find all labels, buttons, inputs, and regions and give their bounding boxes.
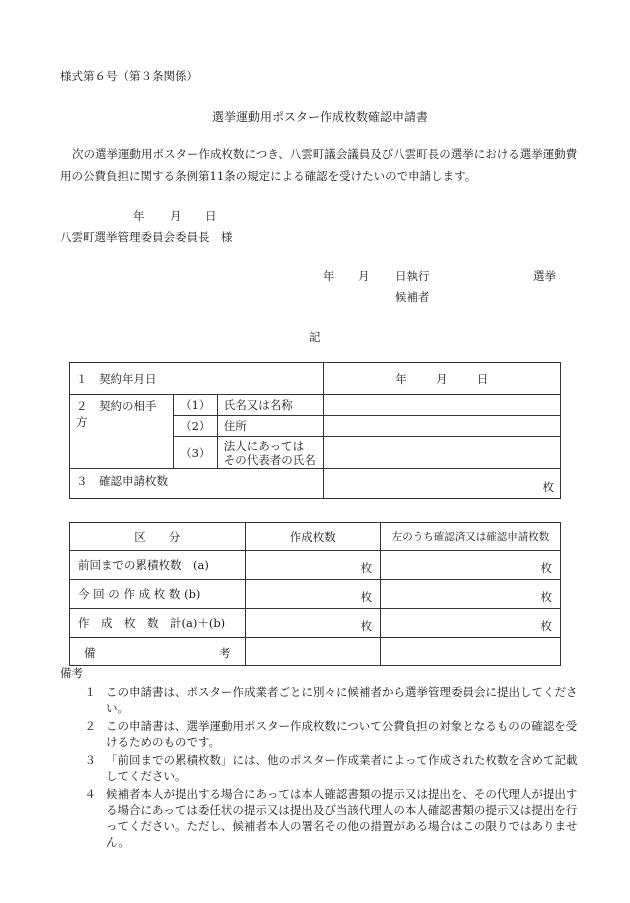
row-unit-confirmed: 枚 — [381, 551, 561, 580]
request-count-label: ３ 確認申請枚数 — [70, 469, 324, 499]
remarks-value-confirmed — [381, 638, 561, 666]
header-created-count: 作成枚数 — [245, 523, 381, 551]
note-item — [60, 718, 580, 750]
note-text: この申請書は、ポスター作成業者ごとに別々に候補者から選挙管理委員会に提出してください。 — [106, 685, 578, 715]
row-unit-created: 枚 — [245, 551, 381, 580]
row-unit-confirmed: 枚 — [381, 609, 561, 638]
table-row — [70, 580, 561, 609]
row-unit-confirmed: 枚 — [381, 580, 561, 609]
note-number: ３ — [84, 753, 96, 767]
sub-label-address: 住所 — [217, 416, 323, 437]
document-title: 選挙運動用ポスター作成枚数確認申請書 — [212, 110, 429, 124]
remarks-value-created — [245, 638, 381, 666]
election-month: 月 — [358, 269, 370, 283]
candidate-label: 候補者 — [395, 290, 430, 304]
sub-value-name — [323, 395, 560, 416]
row-unit-created: 枚 — [245, 580, 381, 609]
counterparty-label: ２ 契約の相手方 — [70, 395, 174, 469]
row-label-cumulative: 前回までの累積枚数 (a) — [70, 551, 246, 580]
note-text: 「前回までの累積枚数」には、他のポスター作成業者によって作成された枚数を含めて記載してください。 — [106, 753, 578, 783]
sub-label-representative-line2: その代表者の氏名 — [223, 452, 316, 467]
row-label-total: 作 成 枚 数 計(a)＋(b) — [70, 609, 246, 638]
contract-date-year: 年 — [395, 371, 407, 386]
date-month: 月 — [170, 209, 182, 223]
contract-date-day: 日 — [476, 371, 489, 386]
table-row — [70, 609, 561, 638]
sub-value-address — [323, 416, 560, 437]
note-number: ２ — [84, 719, 96, 733]
date-day: 日 — [205, 209, 217, 223]
remarks-label — [70, 638, 246, 666]
table-row — [70, 551, 561, 580]
date-year: 年 — [133, 209, 145, 223]
count-table — [69, 522, 561, 666]
contract-date-label: １ 契約年月日 — [70, 363, 324, 395]
remarks-label-b: 考 — [219, 646, 231, 660]
request-count-unit: 枚 — [323, 469, 560, 499]
header-category: 区 分 — [70, 523, 246, 551]
sub-label-representative — [217, 437, 323, 469]
sub-num-2: （2） — [173, 416, 217, 437]
addressee: 八雲町選挙管理委員会委員長 様 — [60, 230, 233, 244]
note-item — [60, 752, 580, 784]
row-unit-created: 枚 — [245, 609, 381, 638]
note-number: ４ — [84, 787, 96, 801]
header-confirmed-count: 左のうち確認済又は確認申請枚数 — [381, 523, 561, 551]
notes-heading: 備考 — [60, 666, 83, 680]
ki-mark: 記 — [309, 330, 321, 344]
contract-table — [69, 362, 561, 499]
election-day-held: 日執行 — [395, 269, 430, 283]
note-text: 候補者本人が提出する場合にあっては本人確認書類の提示又は提出を、その代理人が提出する場合にあっては委任状の提示又は提出及び当該代理人の本人確認書類の提示又は提出を行ってください。ただし、候補者本人の署名その他の措置がある場合はこの限りではありません。 — [106, 787, 578, 849]
note-item — [60, 684, 580, 716]
form-number: 様式第６号（第３条関係） — [60, 69, 198, 83]
sub-num-1: （1） — [173, 395, 217, 416]
intro-paragraph: 次の選挙運動用ポスター作成枚数につき、八雲町議会議員及び八雲町長の選挙における選挙運動費用の公費負担に関する条例第11条の規定による確認を受けたいので申請します。 — [60, 147, 578, 183]
sub-label-name: 氏名又は名称 — [217, 395, 323, 416]
row-label-current: 今 回 の 作 成 枚 数 (b) — [70, 580, 246, 609]
contract-date-month: 月 — [436, 371, 448, 386]
sub-value-representative — [323, 437, 560, 469]
note-item — [60, 786, 580, 850]
election-year: 年 — [323, 269, 335, 283]
remarks-label-a: 備 — [84, 646, 96, 660]
note-text: この申請書は、選挙運動用ポスター作成枚数について公費負担の対象となるものの確認を受けるためのものです。 — [106, 719, 578, 749]
note-number: １ — [84, 685, 96, 699]
sub-label-representative-line1: 法人にあっては — [223, 438, 305, 453]
sub-num-3: （3） — [173, 437, 217, 469]
contract-date-value — [323, 363, 560, 395]
notes-section — [60, 665, 580, 852]
election-label: 選挙 — [533, 269, 556, 283]
